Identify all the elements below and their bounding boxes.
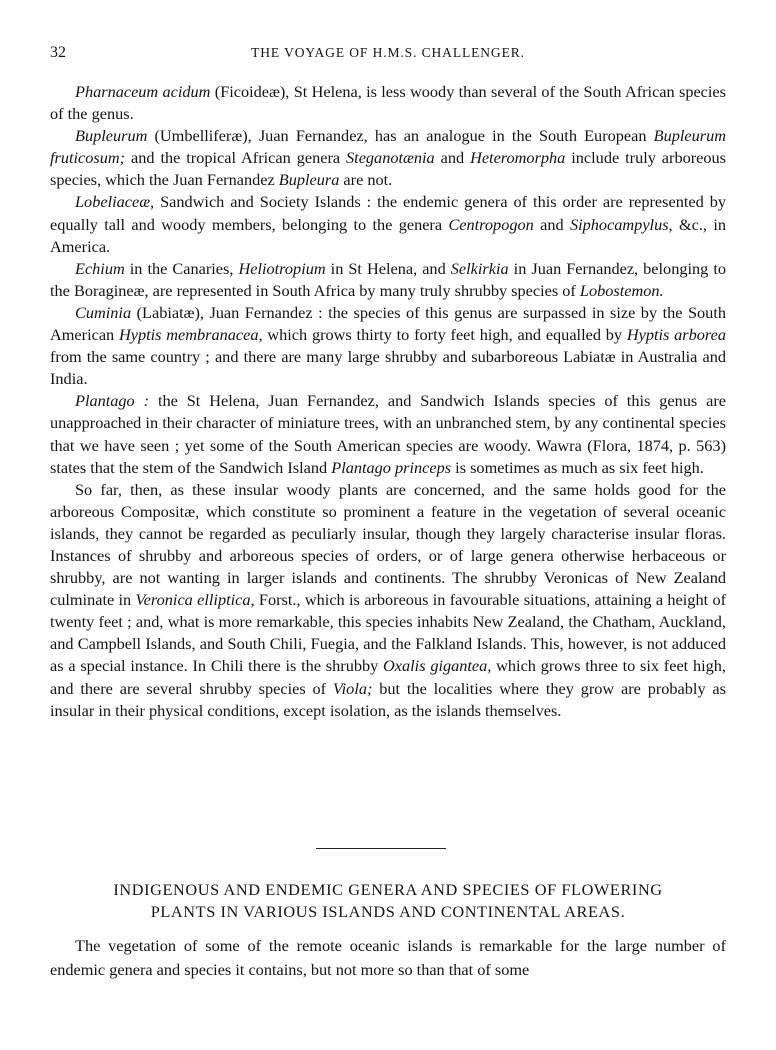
paragraph-pharnaceum — [50, 81, 726, 125]
text-run: (Labiatæ), Juan Fernandez : the species of this genus are surpassed in size by the South American — [50, 302, 726, 345]
text-run: in Juan Fernandez, belonging to the Boragineæ, are represented in South Africa by many truly shrubby species of — [50, 258, 726, 300]
paragraph-echium — [50, 258, 726, 302]
italic-term: Plantago princeps — [331, 457, 452, 477]
text-run: in the Canaries, — [124, 258, 239, 278]
body-text — [50, 81, 726, 722]
section-heading — [40, 879, 736, 923]
italic-term: Lobostemon. — [579, 280, 664, 300]
text-run: from the same country ; and there are many large shrubby and subarboreous Labiatæ in Australia and India. — [50, 347, 726, 389]
section-divider — [316, 848, 446, 849]
italic-term: Cuminia — [75, 302, 132, 322]
text-run: the St Helena, Juan Fernandez, and Sandwich Islands species of this genus are unapproached in their character of miniature trees, with an unbranched stem, by any continental species that we have seen ; yet some of the South American species are woody. Wawra (Flora, 1874, p. 563) states that the stem of the Sandwich Island — [50, 391, 727, 477]
section-heading-line-1: INDIGENOUS AND ENDEMIC GENERA AND SPECIES OF FLOWERING — [113, 880, 663, 899]
text-run: and — [434, 148, 471, 168]
text-run: So far, then, as these insular woody plants are concerned, and the same holds good for the arboreous Compositæ, which constitute so prominent a feature in the vegetation of several oceanic islands, they cannot be regarded as peculiarly insular, though they largely characterise insular floras. Instances of shrubby and arboreous species of orders, or of large genera otherwise herbaceous or shrubby, are not wanting in larger islands and continents. The shrubby Veronicas of New Zealand culminate in — [50, 479, 726, 610]
text-run: Sandwich and Society Islands : the endemic genera of this order are represented by equally tall and woody members, belonging to the genera — [50, 192, 726, 234]
page-header — [0, 44, 776, 66]
italic-term: Steganotænia — [346, 148, 435, 168]
italic-term: Viola; — [332, 678, 373, 698]
italic-term: Echium — [75, 258, 125, 278]
italic-term: Pharnaceum acidum — [75, 82, 211, 101]
text-run: &c., in America. — [50, 214, 727, 256]
italic-term: Plantago : — [75, 391, 150, 411]
italic-term: Heliotropium — [238, 258, 326, 278]
text-run: include truly arboreous species, which the Juan Fernandez — [50, 148, 727, 190]
italic-term: Veronica elliptica, — [135, 590, 255, 610]
italic-term: Hyptis membranacea, — [118, 325, 263, 345]
section-intro-paragraph: The vegetation of some of the remote oceanic islands is remarkable for the large number of endemic genera and species it contains, but not more so than that of some — [50, 936, 726, 979]
text-run: which grows thirty to forty feet high, and equalled by — [262, 325, 627, 345]
page-number: 32 — [50, 44, 66, 61]
italic-term: Lobeliaceæ, — [75, 192, 155, 212]
italic-term: Selkirkia — [450, 258, 509, 278]
paragraph-so-far — [50, 479, 726, 722]
running-head: THE VOYAGE OF H.M.S. CHALLENGER. — [251, 45, 525, 60]
text-run: and the tropical African genera — [125, 148, 347, 168]
paragraph-lobeliaceae — [50, 191, 726, 257]
text-run: (Ficoideæ), St Helena, is less woody than several of the South African species of the genus. — [50, 82, 726, 124]
section-heading-line-2: PLANTS IN VARIOUS ISLANDS AND CONTINENTAL AREAS. — [150, 902, 626, 921]
italic-term: Centropogon — [448, 214, 534, 234]
paragraph-cuminia — [50, 302, 726, 390]
text-run: are not. — [339, 170, 393, 190]
italic-term: Heteromorpha — [470, 148, 566, 168]
text-run: (Umbelliferæ), Juan Fernandez, has an analogue in the South European — [147, 126, 654, 146]
paragraph-plantago — [50, 390, 726, 478]
text-run: Forst., which is arboreous in favourable situations, attaining a height of twenty feet ; and, what is more remarkable, this species inhabits New Zealand, the Chatham, Auckland, and Campbell Islands, and South Chili, Fuegia, and the Falkland Islands. This, however, is not adduced as a special instance. In Chili there is the shrubby — [50, 590, 727, 676]
italic-term: Bupleurum fruticosum; — [50, 126, 726, 168]
italic-term: Bupleurum — [75, 126, 148, 146]
text-run: and — [533, 214, 570, 234]
italic-term: Siphocampylus, — [569, 214, 673, 234]
italic-term: Oxalis gigantea, — [383, 656, 492, 676]
text-run: but the localities where they grow are probably as insular in their physical conditions, except isolation, as the islands themselves. — [50, 678, 726, 720]
text-run: in St Helena, and — [325, 258, 451, 278]
text-run: is sometimes as much as six feet high. — [451, 457, 704, 477]
text-run: which grows three to six feet high, and there are several shrubby species of — [50, 656, 726, 698]
italic-term: Hyptis arborea — [626, 325, 727, 345]
paragraph-bupleurum — [50, 125, 726, 191]
italic-term: Bupleura — [278, 170, 340, 190]
